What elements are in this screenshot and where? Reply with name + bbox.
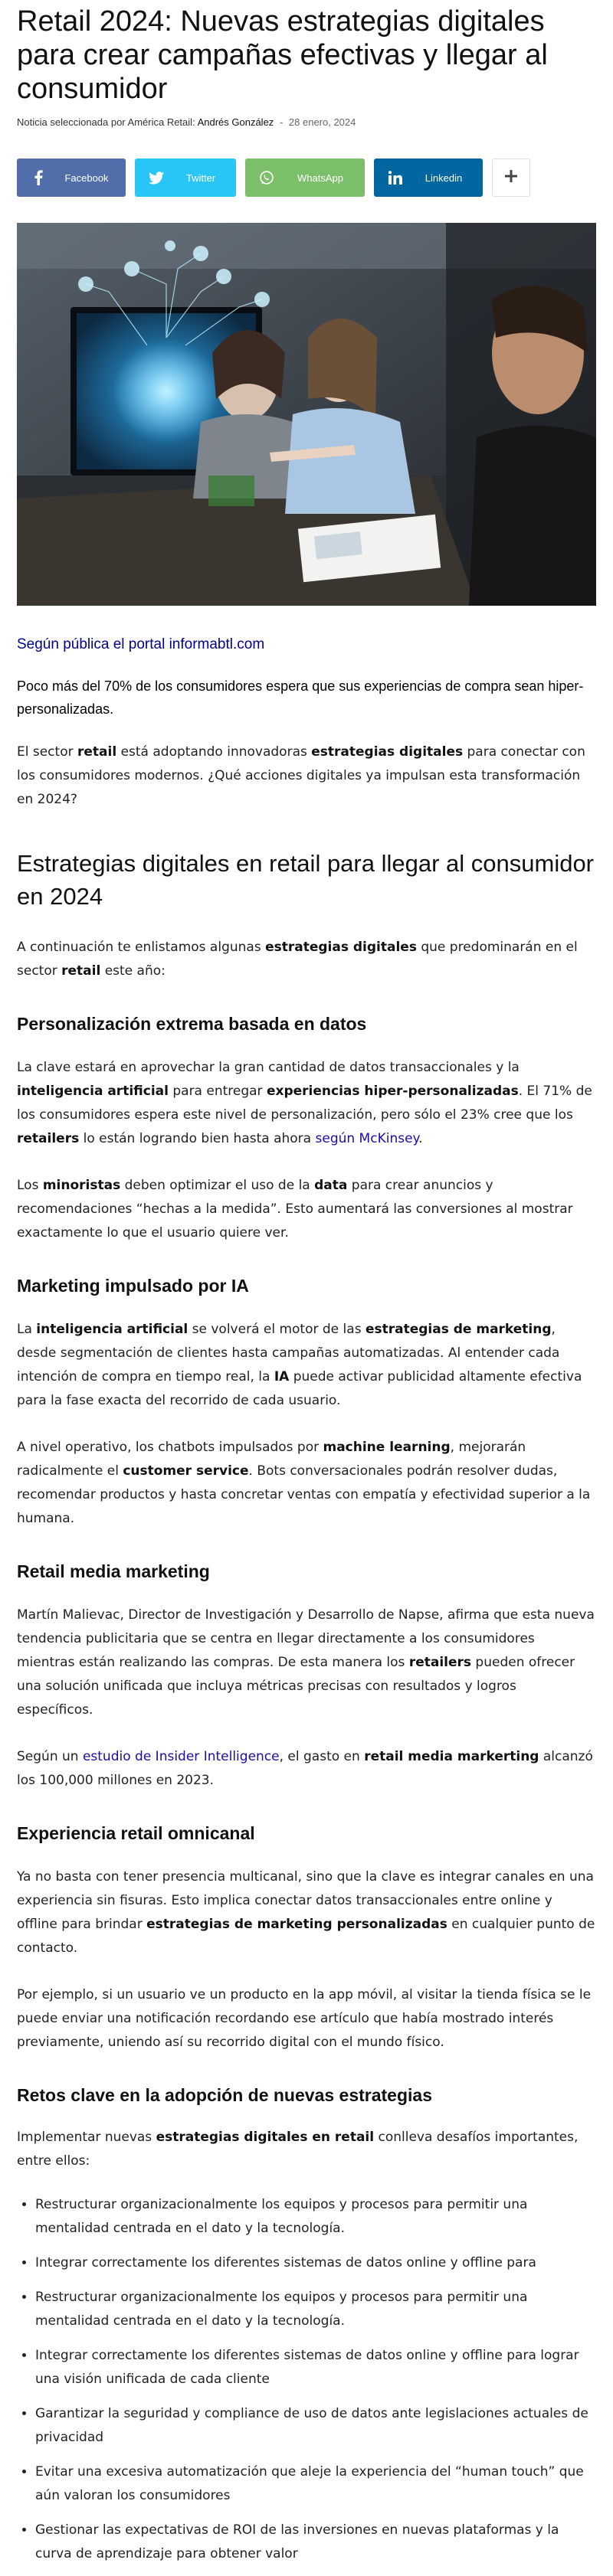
whatsapp-icon xyxy=(245,159,288,197)
paragraph: Por ejemplo, si un usuario ve un producto en la app móvil, al visitar la tienda física se le puede enviar una notificación recordando ese artículo que había mostrado interés previamente, uniendo así su recorrido digital con el mundo físico. xyxy=(17,1987,592,2050)
subheading-marketing-ia: Marketing impulsado por IA xyxy=(17,1276,249,1296)
subheading-omnicanal: Experiencia retail omnicanal xyxy=(17,1823,255,1843)
author-link[interactable]: Andrés González xyxy=(197,116,274,128)
paragraph: Martín Malievac, Director de Investigación y Desarrollo de Napse, afirma que esta nueva tendencia publicitaria que se centra en llegar directamente a los consumidores mientras están realizando las compras. De esta manera los retailers pueden ofrecer una solución unificada que incluya métricas precisas con resultados y logros específicos. xyxy=(17,1607,595,1718)
list-item: • Evitar una excesiva automatización que aleje la experiencia del “human touch” que aún valoran los consumidores xyxy=(35,2460,596,2508)
challenges-list xyxy=(17,2193,596,2566)
paragraph: La inteligencia artificial se volverá el motor de las estrategias de marketing, desde segmentación de clientes hasta campañas automatizadas. Al entender cada intención de compra en tiempo real, la IA puede activar publicidad altamente efectiva para la fase exacta del recorrido de cada usuario. xyxy=(17,1322,582,1408)
paragraph: Los minoristas deben optimizar el uso de la data para crear anuncios y recomendaciones “hechas a la medida”. Esto aumentará las conversiones al mostrar exactamente lo que el usuario quiere ver. xyxy=(17,1178,573,1241)
list-item: • Gestionar las expectativas de ROI de las inversiones en nuevas plataformas y la curva de aprendizaje para obtener valor xyxy=(35,2519,596,2566)
twitter-share-button[interactable] xyxy=(135,159,236,197)
source-link[interactable]: Según pública el portal informabtl.com xyxy=(17,636,265,652)
whatsapp-share-button[interactable] xyxy=(245,159,365,197)
twitter-label: Twitter xyxy=(185,172,216,184)
facebook-label: Facebook xyxy=(64,172,109,184)
byline xyxy=(17,116,596,128)
share-bar xyxy=(17,159,596,197)
list-item: • Garantizar la seguridad y compliance de uso de datos ante legislaciones actuales de privacidad xyxy=(35,2402,596,2450)
list-item: • Integrar correctamente los diferentes sistemas de datos online y offline para lograr una visión unificada de cada cliente xyxy=(35,2344,596,2391)
paragraph: La clave estará en aprovechar la gran cantidad de datos transaccionales y la inteligencia artificial para entregar experiencias hiper-personalizadas. El 71% de los consumidores espera este nivel de personalización, pero sólo el 23% cree que los retailers lo están logrando bien hasta ahora según McKinsey. xyxy=(17,1060,592,1146)
list-item: • Integrar correctamente los diferentes sistemas de datos online y offline para xyxy=(35,2251,596,2275)
paragraph: A nivel operativo, los chatbots impulsados por machine learning, mejorarán radicalmente el customer service. Bots conversacionales podrán resolver dudas, recomendar productos y hasta concretar ventas con empatía y efectividad superior a la humana. xyxy=(17,1440,591,1526)
whatsapp-label: WhatsApp xyxy=(297,172,343,184)
byline-separator: - xyxy=(279,116,284,128)
section-heading: Estrategias digitales en retail para llegar al consumidor en 2024 xyxy=(17,850,595,910)
linkedin-label: Linkedin xyxy=(425,172,463,184)
paragraph: Según un estudio de Insider Intelligence, el gasto en retail media markerting alcanzó los 100,000 millones en 2023. xyxy=(17,1749,593,1788)
insider-intelligence-link[interactable]: estudio de Insider Intelligence xyxy=(82,1749,280,1764)
subheading-retos: Retos clave en la adopción de nuevas estrategias xyxy=(17,2085,432,2105)
subheading-retail-media: Retail media marketing xyxy=(17,1561,210,1581)
plus-icon xyxy=(504,169,518,186)
paragraph: Ya no basta con tener presencia multicanal, sino que la clave es integrar canales en una experiencia sin fisuras. Esto implica conectar datos transaccionales entre online y offline para brindar estrategias de marketing personalizadas en cualquier punto de contacto. xyxy=(17,1869,595,1956)
intro-paragraph: El sector retail está adoptando innovadoras estrategias digitales para conectar con los consumidores modernos. ¿Qué acciones digitales ya impulsan esta transformación en 2024? xyxy=(17,744,585,807)
section-intro: A continuación te enlistamos algunas estrategias digitales que predominarán en el sector retail este año: xyxy=(17,940,578,979)
hero-image xyxy=(17,223,596,606)
publish-date: 28 enero, 2024 xyxy=(288,116,356,128)
byline-prefix: Noticia seleccionada por América Retail: xyxy=(17,116,195,128)
more-share-button[interactable] xyxy=(492,159,530,197)
intro-lead: Poco más del 70% de los consumidores espera que sus experiencias de compra sean hiper-personalizadas. xyxy=(17,678,584,717)
subheading-personalizacion: Personalización extrema basada en datos xyxy=(17,1014,367,1034)
paragraph: Implementar nuevas estrategias digitales en retail conlleva desafíos importantes, entre ellos: xyxy=(17,2130,579,2169)
linkedin-icon xyxy=(374,159,417,197)
list-item: • Restructurar organizacionalmente los equipos y procesos para permitir una mentalidad centrada en el dato y la tecnología. xyxy=(35,2286,596,2333)
facebook-share-button[interactable] xyxy=(17,159,126,197)
facebook-icon xyxy=(17,159,60,197)
list-item: • Restructurar organizacionalmente los equipos y procesos para permitir una mentalidad centrada en el dato y la tecnología. xyxy=(35,2193,596,2241)
twitter-bird-icon xyxy=(135,159,178,197)
mckinsey-link[interactable]: según McKinsey xyxy=(315,1131,419,1146)
article-title: Retail 2024: Nuevas estrategias digitales para crear campañas efectivas y llegar al consumidor xyxy=(17,5,548,105)
linkedin-share-button[interactable] xyxy=(374,159,483,197)
